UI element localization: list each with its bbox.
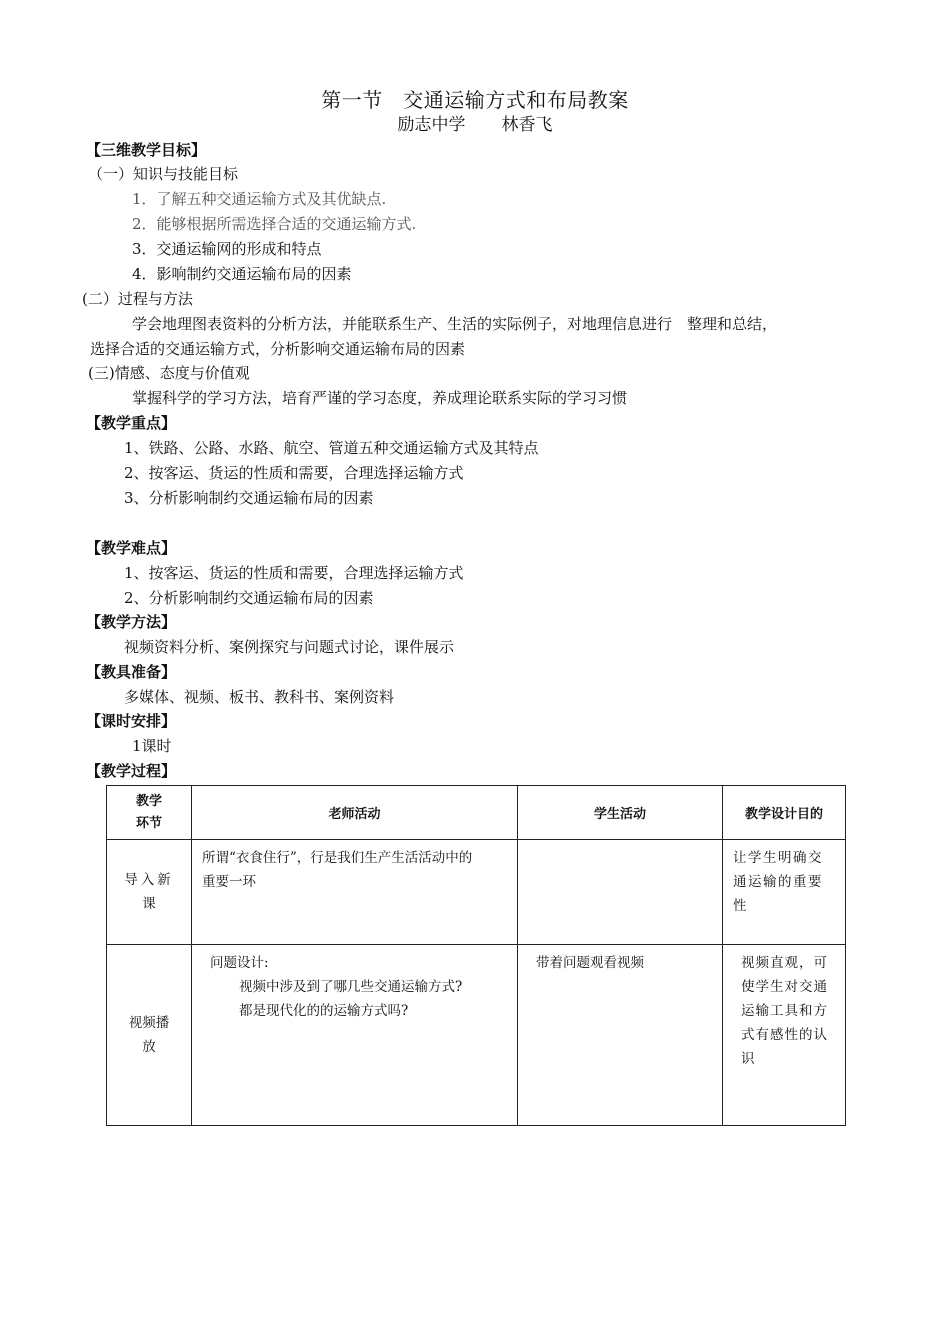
objective-item: 3．交通运输网的形成和特点 [132,240,322,258]
key-point-item: 2、按客运、货运的性质和需要，合理选择运输方式 [124,464,464,482]
page-title: 第一节 交通运输方式和布局教案 [321,88,629,112]
table-row [107,840,846,945]
header-stage [107,786,192,840]
purpose-line: 使学生对交通 [741,979,828,995]
objective-part1-title: （一）知识与技能目标 [88,165,239,183]
header-student: 学生活动 [518,786,723,840]
teacher-line: 都是现代化的的运输方式吗? [239,1003,409,1019]
row-student [518,840,723,945]
teacher-line: 所谓“衣食住行”，行是我们生产生活活动中的 [202,850,473,866]
table-row [107,945,846,1126]
objective-item: 2．能够根据所需选择合适的交通运输方式. [132,215,417,233]
header-stage-line2: 环节 [135,815,162,831]
stage-line: 课 [142,896,156,912]
objective-part3-title: (三)情感、态度与价值观 [88,364,250,382]
objective-part2-text: 学会地理图表资料的分析方法，并能联系生产、生活的实际例子，对地理信息进行 整理和总结， [132,315,778,333]
header-purpose: 教学设计目的 [723,786,846,840]
methods-heading: 【教学方法】 [86,613,177,631]
teaching-process-table [106,785,846,1126]
teacher-line: 视频中涉及到了哪几些交通运输方式? [239,979,463,995]
difficulty-item: 1、按客运、货运的性质和需要，合理选择运输方式 [124,564,464,582]
table-header-row [107,786,846,840]
header-teacher: 老师活动 [192,786,518,840]
key-points-heading: 【教学重点】 [86,414,177,432]
row-teacher [192,840,518,945]
key-point-item: 1、铁路、公路、水路、航空、管道五种交通运输方式及其特点 [124,439,539,457]
byline [0,112,950,138]
objective-item: 4．影响制约交通运输布局的因素 [132,265,352,283]
purpose-line: 性 [733,898,748,914]
row-student [518,945,723,1126]
process-heading: 【教学过程】 [86,762,177,780]
key-point-item: 3、分析影响制约交通运输布局的因素 [124,489,374,507]
difficulties-heading: 【教学难点】 [86,539,177,557]
schedule-heading: 【课时安排】 [86,712,177,730]
author-name: 林香飞 [501,115,553,135]
purpose-line: 识 [741,1051,756,1067]
stage-line: 放 [142,1039,156,1055]
stage-line: 视频播 [128,1015,170,1031]
school-name: 励志中学 [397,115,466,135]
purpose-line: 视频直观，可 [741,955,828,971]
header-stage-line1: 教学 [135,793,162,809]
objective-part2-title: (二）过程与方法 [82,290,193,308]
stage-line: 导入新 [124,872,174,888]
teacher-question-title: 问题设计: [210,955,269,971]
objective-part2-text: 选择合适的交通运输方式，分析影响交通运输布局的因素 [90,340,466,358]
row-stage [107,840,192,945]
row-stage [107,945,192,1126]
purpose-line: 通运输的重要 [733,874,823,890]
objective-part3-text: 掌握科学的学习方法，培育严谨的学习态度，养成理论联系实际的学习习惯 [132,389,628,407]
tools-heading: 【教具准备】 [86,663,177,681]
row-purpose [723,840,846,945]
objective-item: 1．了解五种交通运输方式及其优缺点. [132,190,387,208]
schedule-text: 1课时 [132,737,172,755]
purpose-line: 运输工具和方 [741,1003,828,1019]
tools-text: 多媒体、视频、板书、教科书、案例资料 [124,688,395,706]
purpose-line: 式有感性的认 [741,1027,828,1043]
difficulty-item: 2、分析影响制约交通运输布局的因素 [124,589,374,607]
teacher-line: 重要一环 [202,874,256,890]
row-purpose [723,945,846,1126]
row-teacher [192,945,518,1126]
student-line: 带着问题观看视频 [536,955,644,971]
methods-text: 视频资料分析、案例探究与问题式讨论，课件展示 [124,638,455,656]
objectives-heading: 【三维教学目标】 [86,141,207,159]
purpose-line: 让学生明确交 [733,850,823,866]
